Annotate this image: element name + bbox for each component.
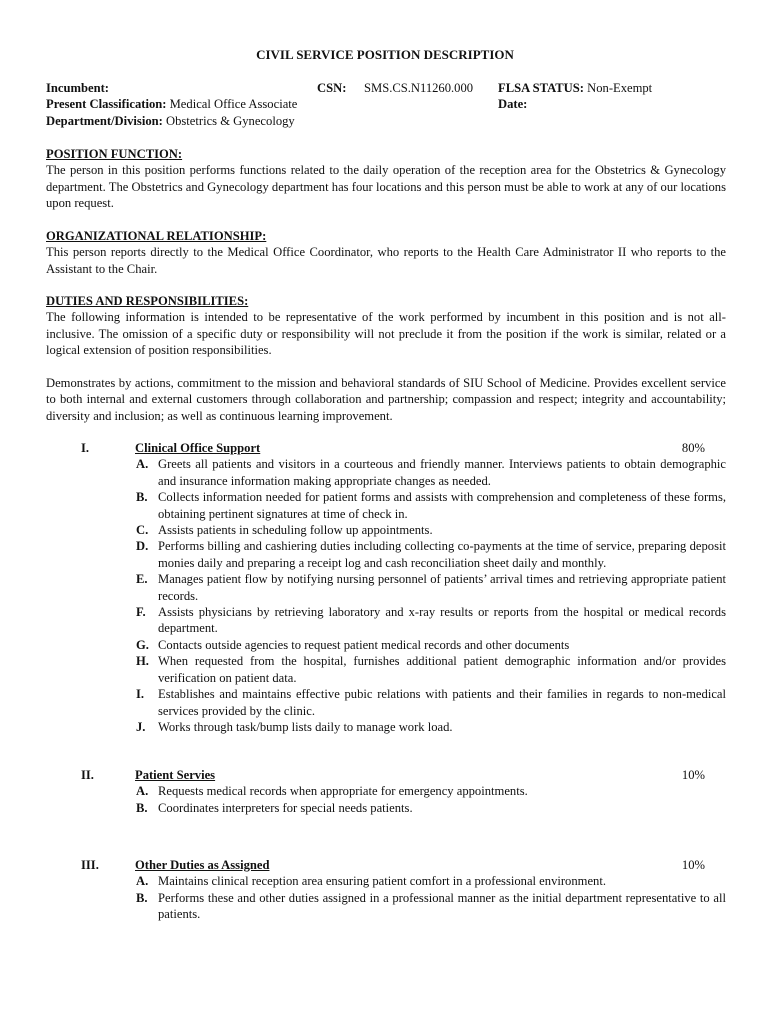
item-text: Performs these and other duties assigned in a professional manner as the initial department representative to all patients. (158, 890, 726, 922)
item-text: Requests medical records when appropriate for emergency appointments. (158, 784, 528, 799)
list-item (136, 653, 726, 686)
classification-label: Present Classification: (46, 97, 167, 111)
item-text: Contacts outside agencies to request patient medical records and other documents (158, 637, 570, 652)
item-text: Maintains clinical reception area ensuring patient comfort in a professional environment. (158, 874, 606, 889)
organizational-relationship-text: This person reports directly to the Medical Office Coordinator, who reports to the Health Care Administrator II who reports to the Assistant to the Chair. (46, 245, 726, 276)
incumbent-label: Incumbent: (46, 81, 109, 95)
csn-label: CSN: (317, 81, 347, 95)
list-item (136, 873, 726, 889)
classification-value: Medical Office Associate (169, 97, 298, 111)
organizational-relationship-section (46, 228, 726, 277)
list-item (136, 800, 726, 816)
item-letter: F. (136, 605, 146, 620)
item-letter: D. (136, 539, 149, 554)
item-letter: G. (136, 637, 149, 652)
list-item (136, 522, 726, 538)
list-item (136, 890, 726, 923)
list-item (136, 719, 726, 735)
department-label: Department/Division: (46, 114, 163, 128)
item-letter: I. (136, 687, 145, 702)
section-title: Clinical Office Support (135, 441, 261, 455)
section-percent: 10% (681, 858, 705, 872)
csn-value: SMS.CS.N11260.000 (364, 81, 474, 95)
section-title: Patient Servies (135, 768, 216, 782)
item-text: Greets all patients and visitors in a courteous and friendly manner. Interviews patients to obtain demographic and insurance information making appropriate changes as needed. (158, 457, 726, 488)
list-item (136, 686, 726, 719)
list-item (136, 571, 726, 604)
list-item (136, 783, 726, 799)
section-numeral: I. (81, 441, 90, 455)
duty-section-1 (46, 440, 726, 735)
duties-heading: DUTIES AND RESPONSIBILITIES: (46, 294, 249, 308)
duty-section-3 (46, 857, 726, 923)
list-item (136, 456, 726, 489)
item-text: Performs billing and cashiering duties including collecting co-payments at the time of service, preparing deposit monies daily and preparing a receipt log and cash reconciliation sheet daily and monthly. (158, 539, 726, 570)
flsa-value: Non-Exempt (587, 81, 653, 95)
list-item (136, 637, 726, 653)
department-value: Obstetrics & Gynecology (166, 114, 295, 128)
list-item (136, 538, 726, 571)
mission-paragraph (46, 375, 726, 424)
item-text: Collects information needed for patient forms and assists with comprehension and completeness of these forms, obtaining pertinent signatures at time of check in. (158, 490, 726, 521)
mission-text: Demonstrates by actions, commitment to the mission and behavioral standards of SIU School of Medicine. Provides excellent service to both internal and external customers through collaboration and partnership; compassion and respect; integrity and accountability; diversity and inclusion; as well as continuous learning improvement. (46, 376, 726, 423)
position-function-heading: POSITION FUNCTION: (46, 147, 183, 161)
section-percent: 10% (681, 768, 705, 782)
item-letter: A. (136, 457, 149, 472)
item-letter: B. (136, 890, 148, 905)
position-function-text: The person in this position performs functions related to the daily operation of the reception area for the Obstetrics & Gynecology department. The Obstetrics and Gynecology department has four locations and this person must be able to work at any of our locations upon request. (46, 163, 726, 211)
duty-section-2 (46, 767, 726, 816)
section-numeral: III. (81, 858, 99, 872)
date-label: Date: (498, 97, 528, 111)
organizational-relationship-heading: ORGANIZATIONAL RELATIONSHIP: (46, 229, 267, 243)
item-letter: B. (136, 800, 148, 815)
item-letter: J. (136, 719, 146, 734)
item-text: Coordinates interpreters for special needs patients. (158, 800, 413, 815)
document-title: CIVIL SERVICE POSITION DESCRIPTION (256, 47, 514, 62)
item-text: Works through task/bump lists daily to manage work load. (158, 719, 453, 734)
item-letter: A. (136, 784, 149, 799)
item-letter: C. (136, 523, 149, 538)
item-text: When requested from the hospital, furnishes additional patient demographic information and/or provides verification on patient data. (158, 654, 726, 685)
item-letter: H. (136, 654, 149, 669)
flsa-label: FLSA STATUS: (498, 81, 584, 95)
item-text: Establishes and maintains effective pubic relations with patients and their families in regards to non-medical services provided by the clinic. (158, 687, 726, 718)
section-title: Other Duties as Assigned (135, 858, 270, 872)
list-item (136, 489, 726, 522)
section-percent: 80% (681, 441, 705, 455)
list-item (136, 604, 726, 637)
item-text: Assists physicians by retrieving laboratory and x-ray results or reports from the hospital or medical records department. (158, 605, 726, 636)
duties-section (46, 293, 726, 359)
item-text: Assists patients in scheduling follow up appointments. (158, 523, 433, 538)
item-text: Manages patient flow by notifying nursing personnel of patients’ arrival times and retrieving appropriate patient records. (158, 572, 726, 603)
section-numeral: II. (81, 768, 94, 782)
item-letter: B. (136, 490, 148, 505)
header-block (46, 80, 726, 132)
duties-intro: The following information is intended to be representative of the work performed by incumbent in this position and is not all-inclusive. The omission of a specific duty or responsibility will not preclude it from the position if the work is similar, related or a logical extension of position responsibilities. (46, 310, 726, 358)
position-function-section (46, 146, 726, 212)
item-letter: A. (136, 874, 149, 889)
item-letter: E. (136, 572, 148, 587)
